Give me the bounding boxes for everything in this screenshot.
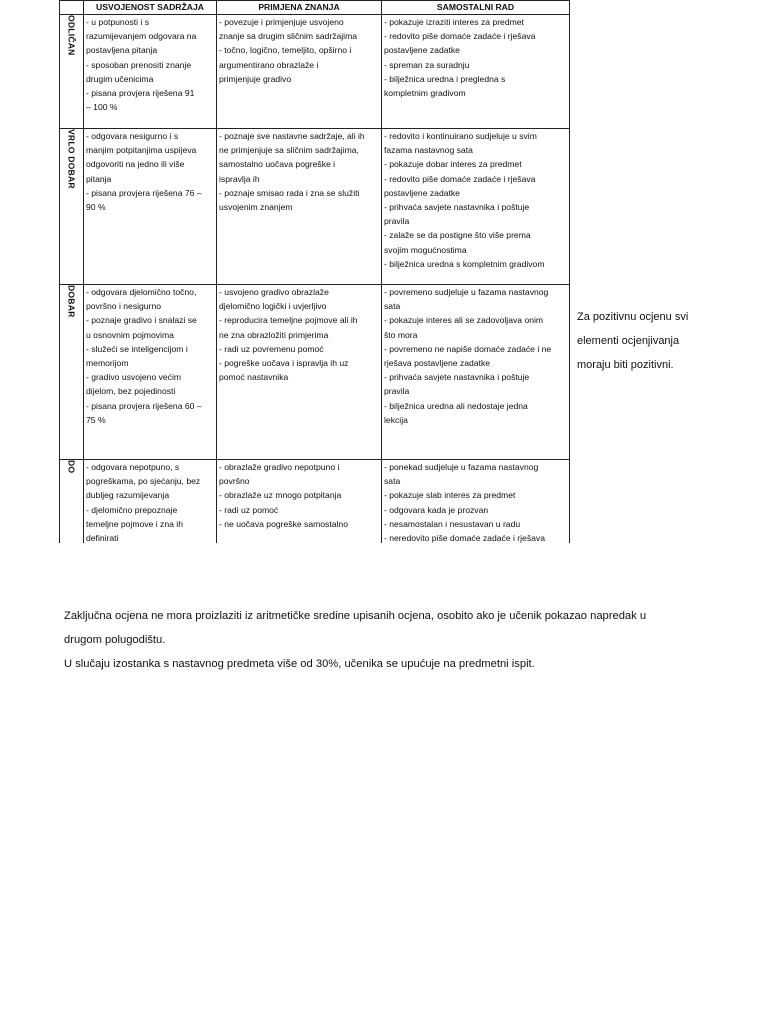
cell-line: - točno, logično, temeljito, opširno i [219,45,352,56]
grade-cell-odlican [60,15,84,129]
note-line: Za pozitivnu ocjenu svi [577,311,689,323]
table-row [60,129,570,285]
cell-primjena [217,129,382,285]
grade-label: DOBAR [66,285,77,318]
grade-cell-dobar [60,285,84,460]
cell-line: - bilježnica uredna ali nedostaje jedna [384,400,528,411]
cell-line: - djelomično prepoznaje [86,504,178,515]
cell-line: ne zna obrazložiti primjerima [219,329,329,340]
cell-line: - radi uz pomoć [219,504,279,515]
cell-line: - pokazuje slab interes za predmet [384,490,516,501]
header-samostalni-rad: SAMOSTALNI RAD [382,1,570,15]
cell-line: fazama nastavnog sata [384,145,473,156]
cell-line: djelomično logički i uvjerljivo [219,301,327,312]
cell-usvojenost [84,15,217,129]
cell-line: pravila [384,216,410,227]
table-row [60,15,570,129]
cell-line: - zalaže se da postigne što više prema [384,230,531,241]
cell-samostalni-rad [382,129,570,285]
cell-line: argumentirano obrazlaže i [219,59,319,70]
cell-line: 90 % [86,202,106,213]
cell-line: površno i nesigurno [86,301,162,312]
cell-line: što mora [384,329,418,340]
cell-line: - odgovara kada je prozvan [384,504,489,515]
cell-line: - redovito i kontinuirano sudjeluje u svim [384,131,537,141]
cell-line: - povremeno ne napiše domaće zadaće i ne [384,343,552,354]
cell-line: postavljene zadatke [384,187,460,198]
cell-line: sata [384,476,401,487]
cell-line: - služeći se inteligencijom i [86,343,188,354]
cell-line: drugim učenicima [86,73,154,84]
cell-line: - bilježnica uredna s kompletnim gradivom [384,258,545,269]
cell-line: postavljena pitanja [86,45,158,56]
grading-criteria-table [59,0,570,543]
cell-line: lekcija [384,414,408,425]
cell-line: - povremeno sudjeluje u fazama nastavnog [384,287,549,297]
cell-usvojenost [84,129,217,285]
cell-line: sata [384,301,401,312]
cell-line: pravila [384,386,410,397]
cell-line: - gradivo usvojeno većim [86,372,182,383]
cell-line: pogreškama, po sjećanju, bez [86,476,201,487]
cell-line: definirati [86,533,119,543]
cell-line: - odgovara nesigurno i s [86,131,179,141]
cell-line: - sposoban prenositi znanje [86,59,192,70]
cell-line: pitanja [86,173,112,184]
cell-line: - redovito piše domaće zadaće i rješava [384,31,536,42]
cell-line: - pisana provjera riješena 76 – [86,187,202,198]
grade-label: ODLIČAN [66,15,77,56]
cell-line: - odgovara nepotpuno, s [86,462,180,472]
cell-samostalni-rad [382,285,570,460]
header-primjena: PRIMJENA ZNANJA [217,1,382,15]
paragraph-line: drugom polugodištu. [64,634,166,646]
header-corner [60,1,84,15]
cell-line: usvojenim znanjem [219,202,293,213]
cell-line: - poznaje gradivo i snalazi se [86,315,197,326]
cell-line: - redovito piše domaće zadaće i rješava [384,173,536,184]
cell-line: - obrazlaže uz mnogo potpitanja [219,490,342,501]
cell-line: - radi uz povremenu pomoć [219,343,324,354]
cell-line: manjim potpitanjima uspijeva [86,145,197,156]
cell-line: rješava postavljene zadatke [384,358,491,369]
note-line: elementi ocjenjivanja [577,335,680,347]
cell-line: 75 % [86,414,106,425]
cell-line: - pokazuje dobar interes za predmet [384,159,522,170]
cell-line: znanje sa drugim sličnim sadržajima [219,31,358,42]
cell-line: primjenjuje gradivo [219,73,292,84]
cell-line: - spreman za suradnju [384,59,470,70]
cell-primjena [217,15,382,129]
cell-line: - pokazuje izraziti interes za predmet [384,17,524,27]
grading-table-region [59,0,571,543]
cell-line: odgovoriti na jedno ili više [86,159,185,170]
grade-cell-vrlo-dobar [60,129,84,285]
cell-line: - poznaje smisao rada i zna se služiti [219,187,360,198]
absence-paragraph [64,652,704,676]
cell-line: - poznaje sve nastavne sadržaje, ali ih [219,131,365,141]
positive-grade-note [577,305,727,377]
cell-line: - pisana provjera riješena 91 [86,88,195,99]
cell-usvojenost [84,460,217,544]
cell-line: - pokazuje interes ali se zadovoljava onim [384,315,544,326]
cell-usvojenost [84,285,217,460]
cell-line: temeljne pojmove i zna ih [86,518,183,529]
cell-line: dubljeg razumijevanja [86,490,170,501]
cell-line: - prihvaća savjete nastavnika i poštuje [384,372,530,383]
cell-line: memorijom [86,358,129,369]
table-row [60,460,570,544]
cell-line: - obrazlaže gradivo nepotpuno i [219,462,340,472]
cell-line: dijelom, bez pojedinosti [86,386,176,397]
cell-primjena [217,460,382,544]
cell-line: samostalno uočava pogreške i [219,159,336,170]
cell-line: - pisana provjera riješena 60 – [86,400,202,411]
cell-line: - povezuje i primjenjuje usvojeno [219,17,344,27]
cell-line: - bilježnica uredna i pregledna s [384,73,506,84]
final-grade-paragraph [64,604,704,652]
cell-line: - neredovito piše domaće zadaće i rješava [384,533,545,543]
cell-line: u osnovnim pojmovima [86,329,174,340]
cell-line: razumijevanjem odgovara na [86,31,197,42]
paragraph-line: U slučaju izostanka s nastavnog predmeta više od 30%, učenika se upućuje na predmetni ispit. [64,658,535,670]
paragraph-line: Zaključna ocjena ne mora proizlaziti iz aritmetičke sredine upisanih ocjena, osobito ako je učenik pokazao napredak u [64,610,647,622]
grade-cell-dovoljan [60,460,84,544]
cell-line: svojim mogućnostima [384,244,467,255]
cell-line: - ponekad sudjeluje u fazama nastavnog [384,462,539,472]
cell-line: - u potpunosti i s [86,17,150,27]
cell-primjena [217,285,382,460]
cell-samostalni-rad [382,15,570,129]
cell-line: postavljene zadatke [384,45,460,56]
cell-line: – 100 % [86,102,118,113]
cell-line: ne primjenjuje sa sličnim sadržajima, [219,145,359,156]
cell-line: kompletnim gradivom [384,88,466,99]
cell-line: - usvojeno gradivo obrazlaže [219,287,329,297]
cell-line: pomoć nastavnika [219,372,289,383]
cell-line: ispravlja ih [219,173,260,184]
cell-line: - nesamostalan i nesustavan u radu [384,518,521,529]
table-row [60,285,570,460]
cell-line: površno [219,476,250,487]
grade-label: DO [66,460,77,474]
cell-line: - odgovara djelomično točno, [86,287,197,297]
cell-line: - prihvaća savjete nastavnika i poštuje [384,202,530,213]
cell-samostalni-rad [382,460,570,544]
header-usvojenost: USVOJENOST SADRŽAJA [84,1,217,15]
cell-line: - ne uočava pogreške samostalno [219,518,348,529]
cell-line: - reproducira temeljne pojmove ali ih [219,315,358,326]
grade-label: VRLO DOBAR [66,129,77,189]
note-line: moraju biti pozitivni. [577,359,674,371]
cell-line: - pogreške uočava i ispravlja ih uz [219,358,349,369]
table-header-row [60,1,570,15]
